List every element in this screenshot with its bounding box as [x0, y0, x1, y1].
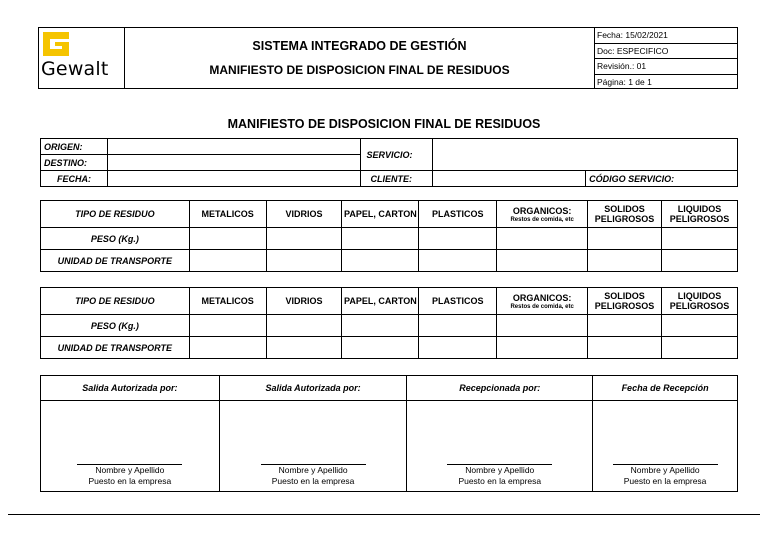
unidad-cell[interactable] [266, 250, 342, 272]
unidad-cell[interactable] [588, 337, 662, 359]
col-vidrios: VIDRIOS [266, 288, 342, 315]
residue-table-1 [40, 200, 738, 272]
puesto-label: Puesto en la empresa [623, 476, 707, 486]
organicos-sublabel: Restos de comida, etc [510, 303, 574, 310]
footer-divider [8, 514, 760, 515]
col-plasticos: PLASTICOS [419, 201, 497, 228]
meta-doc: Doc: ESPECIFICO [595, 44, 737, 60]
col-solidos-peligrosos: SOLIDOS PELIGROSOS [588, 201, 662, 228]
peso-cell[interactable] [189, 228, 266, 250]
gewalt-logo-icon [42, 31, 70, 57]
col-papel-carton: PAPEL, CARTON [342, 288, 419, 315]
salida-autorizada-header-1: Salida Autorizada por: [41, 376, 220, 401]
unidad-cell[interactable] [189, 337, 266, 359]
puesto-label: Puesto en la empresa [458, 476, 542, 486]
col-liquidos-peligrosos: LIQUIDOS PELIGROSOS [662, 201, 738, 228]
puesto-label: Puesto en la empresa [88, 476, 172, 486]
col-solidos-peligrosos: SOLIDOS PELIGROSOS [588, 288, 662, 315]
meta-revision: Revisión.: 01 [595, 59, 737, 75]
meta-pagina: Página: 1 de 1 [597, 76, 652, 87]
col-organicos [497, 288, 588, 315]
info-table [40, 138, 738, 187]
unidad-cell[interactable] [419, 250, 497, 272]
signature-cell-1[interactable] [41, 401, 220, 492]
header-title-block [125, 28, 595, 88]
servicio-label: SERVICIO: [360, 139, 433, 171]
peso-cell[interactable] [266, 315, 342, 337]
col-plasticos: PLASTICOS [419, 288, 497, 315]
unidad-cell[interactable] [342, 337, 419, 359]
nombre-label: Nombre y Apellido [630, 465, 700, 475]
peso-cell[interactable] [662, 228, 738, 250]
unidad-cell[interactable] [189, 250, 266, 272]
unidad-transporte-label: UNIDAD DE TRANSPORTE [41, 250, 190, 272]
peso-cell[interactable] [588, 315, 662, 337]
peso-cell[interactable] [419, 315, 497, 337]
signature-cell-3[interactable] [407, 401, 593, 492]
signature-table [40, 375, 738, 492]
unidad-cell[interactable] [662, 250, 738, 272]
fecha-label: FECHA: [41, 171, 108, 187]
peso-cell[interactable] [342, 315, 419, 337]
organicos-label: ORGANICOS: [512, 205, 572, 216]
nombre-label: Nombre y Apellido [95, 465, 165, 475]
unidad-transporte-label: UNIDAD DE TRANSPORTE [41, 337, 190, 359]
signature-cell-2[interactable] [219, 401, 407, 492]
unidad-cell[interactable] [342, 250, 419, 272]
company-logo [39, 28, 125, 88]
unidad-cell[interactable] [497, 250, 588, 272]
peso-cell[interactable] [588, 228, 662, 250]
peso-cell[interactable] [419, 228, 497, 250]
peso-cell[interactable] [342, 228, 419, 250]
page-title: MANIFIESTO DE DISPOSICION FINAL DE RESIDUOS [227, 117, 541, 131]
residue-table-2 [40, 287, 738, 359]
col-liquidos-peligrosos: LIQUIDOS PELIGROSOS [662, 288, 738, 315]
peso-label: PESO (Kg.) [41, 315, 190, 337]
origen-label: ORIGEN: [41, 139, 108, 155]
organicos-label: ORGANICOS: [512, 292, 572, 303]
recepcionada-header: Recepcionada por: [407, 376, 593, 401]
tipo-residuo-label: TIPO DE RESIDUO [41, 288, 190, 315]
origen-field[interactable] [107, 139, 360, 155]
col-papel-carton: PAPEL, CARTON [342, 201, 419, 228]
nombre-label: Nombre y Apellido [465, 465, 535, 475]
col-organicos [497, 201, 588, 228]
destino-label: DESTINO: [41, 155, 108, 171]
peso-label: PESO (Kg.) [41, 228, 190, 250]
salida-autorizada-header-2: Salida Autorizada por: [219, 376, 407, 401]
cliente-label: CLIENTE: [360, 171, 433, 187]
peso-cell[interactable] [497, 315, 588, 337]
tipo-residuo-label: TIPO DE RESIDUO [41, 201, 190, 228]
destino-field[interactable] [107, 155, 360, 171]
signature-cell-4[interactable] [593, 401, 738, 492]
fecha-field[interactable] [107, 171, 360, 187]
puesto-label: Puesto en la empresa [271, 476, 355, 486]
peso-cell[interactable] [189, 315, 266, 337]
nombre-label: Nombre y Apellido [278, 465, 348, 475]
unidad-cell[interactable] [419, 337, 497, 359]
meta-fecha: Fecha: 15/02/2021 [595, 28, 737, 44]
document-subtitle: MANIFIESTO DE DISPOSICION FINAL DE RESIDUOS [209, 63, 510, 77]
unidad-cell[interactable] [497, 337, 588, 359]
peso-cell[interactable] [497, 228, 588, 250]
col-vidrios: VIDRIOS [266, 201, 342, 228]
unidad-cell[interactable] [266, 337, 342, 359]
col-metalicos: METALICOS [189, 201, 266, 228]
system-title: SISTEMA INTEGRADO DE GESTIÓN [252, 39, 467, 53]
peso-cell[interactable] [266, 228, 342, 250]
unidad-cell[interactable] [588, 250, 662, 272]
col-metalicos: METALICOS [189, 288, 266, 315]
document-meta [595, 28, 737, 88]
peso-cell[interactable] [662, 315, 738, 337]
cliente-field[interactable] [433, 171, 586, 187]
fecha-recepcion-header: Fecha de Recepción [593, 376, 738, 401]
logo-text: Gewalt [41, 58, 109, 80]
document-header [38, 27, 738, 89]
organicos-sublabel: Restos de comida, etc [510, 216, 574, 223]
unidad-cell[interactable] [662, 337, 738, 359]
servicio-field[interactable] [433, 139, 738, 171]
codigo-servicio-label: CÓDIGO SERVICIO: [586, 171, 738, 187]
